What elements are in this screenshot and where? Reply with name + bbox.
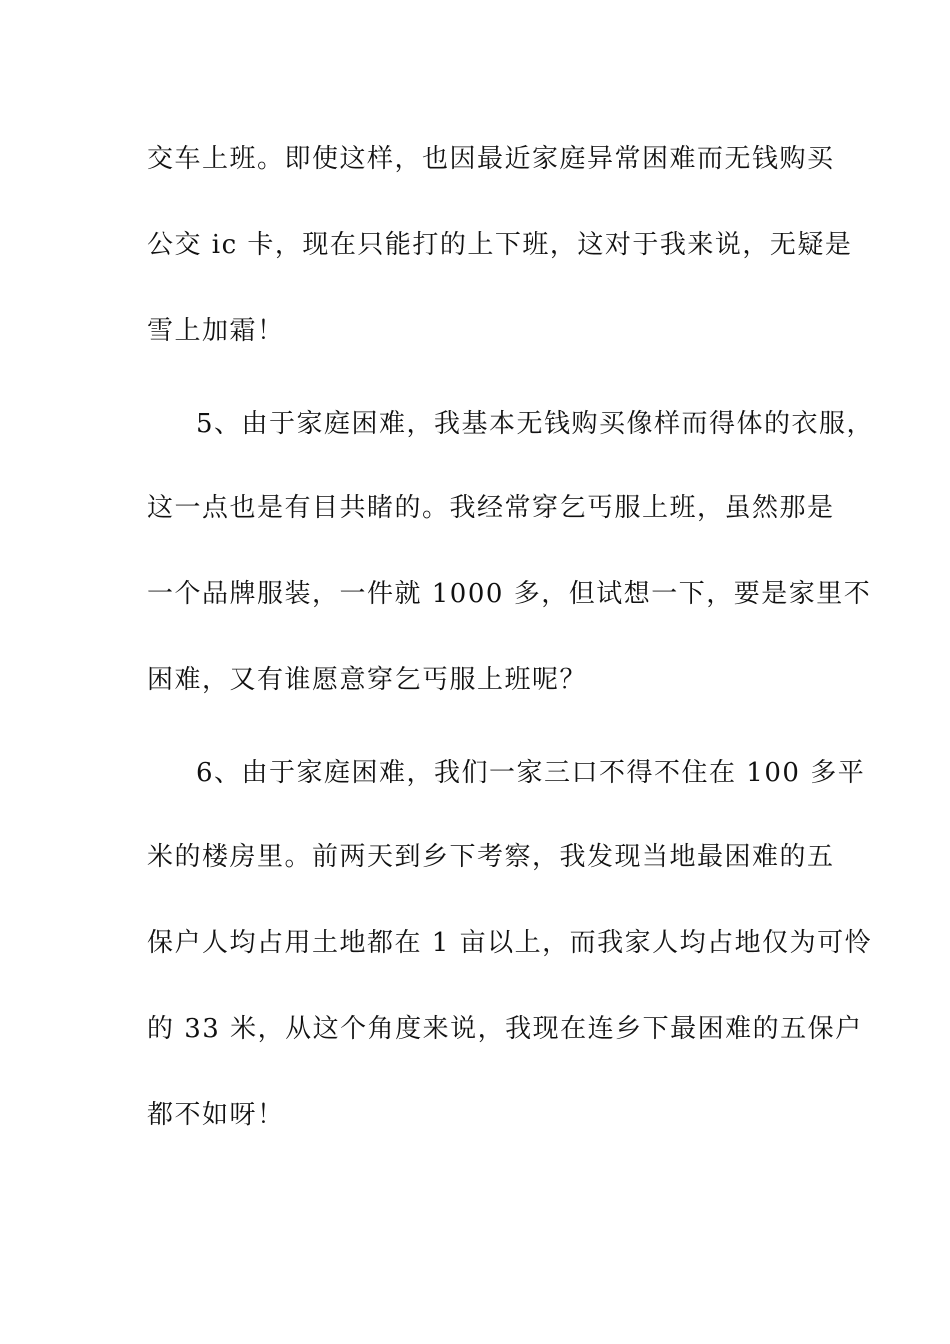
paragraph-6-first-line: 6、由于家庭困难，我们一家三口不得不住在 100 多平 [196, 758, 866, 788]
text-line: 一个品牌服装，一件就 1000 多，但试想一下，要是家里不 [147, 579, 872, 609]
text-line: 米的楼房里。前两天到乡下考察，我发现当地最困难的五 [147, 842, 835, 872]
text-line: 交车上班。即使这样，也因最近家庭异常困难而无钱购买 [147, 144, 835, 174]
paragraph-5-first-line: 5、由于家庭困难，我基本无钱购买像样而得体的衣服， [196, 409, 875, 439]
text-line: 困难，又有谁愿意穿乞丐服上班呢？ [147, 665, 588, 695]
text-line: 这一点也是有目共睹的。我经常穿乞丐服上班，虽然那是 [147, 493, 835, 523]
text-line: 保户人均占用土地都在 1 亩以上，而我家人均占地仅为可怜 [147, 928, 873, 958]
text-line: 的 33 米，从这个角度来说，我现在连乡下最困难的五保户 [147, 1014, 863, 1044]
text-line: 雪上加霜！ [147, 316, 285, 346]
text-line: 公交 ic 卡，现在只能打的上下班，这对于我来说，无疑是 [147, 230, 853, 260]
text-line: 都不如呀！ [147, 1100, 285, 1130]
